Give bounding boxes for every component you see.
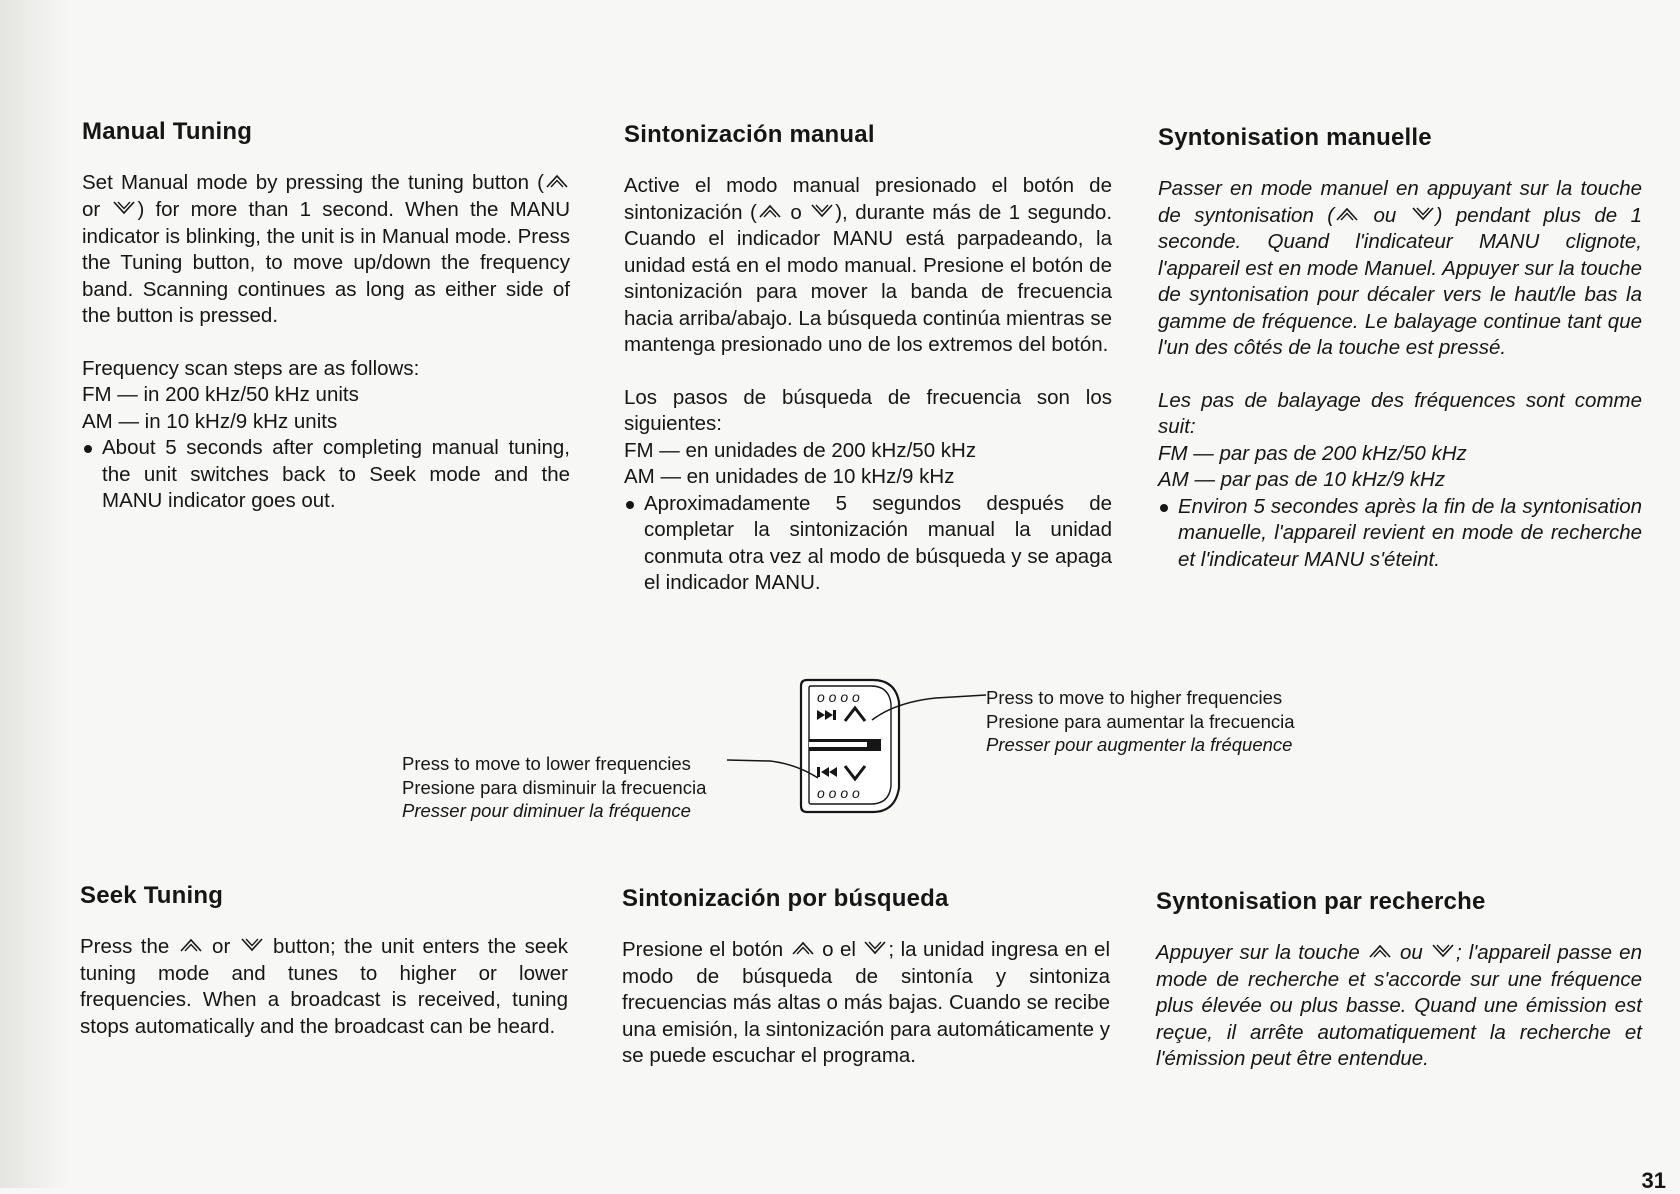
down-chevron-icon [239,934,265,961]
manual-tuning-en-heading: Manual Tuning [82,118,253,145]
up-chevron-icon [178,934,204,961]
up-chevron-icon [790,937,816,964]
manual-tuning-fr-note: Environ 5 secondes après la fin de la syntonisation manuelle, l'appareil revient en mode de recherche et l'indicateur MANU s'éteint. [1158,494,1642,574]
step-fm: FM — en unidades de 200 kHz/50 kHz [624,438,977,462]
caption-lower [402,752,706,823]
manual-tuning-es-paragraph: Active el modo manual presionado el botón de sintonización ( o ), durante más de 1 segundo. Cuando el indicador MANU está parpadeando, la unidad está en el modo manual. Presione el botón de sintonización para mover la banda de frecuencia hacia arriba/abajo. La búsqueda continúa mientras se mantenga presionado uno de los extremos del botón. [624,174,1113,357]
caption-higher-es: Presione para aumentar la frecuencia [986,710,1295,732]
step-fm: FM — par pas de 200 kHz/50 kHz [1158,441,1467,465]
manual-tuning-fr-heading: Syntonisation manuelle [1158,124,1432,151]
step-fm: FM — in 200 kHz/50 kHz units [82,383,359,407]
steps-intro: Los pasos de búsqueda de frecuencia son los siguientes: [624,385,1112,436]
svg-text:o o o o: o o o o [817,689,860,705]
caption-lower-en: Press to move to lower frequencies [402,753,691,774]
caption-higher-fr: Presser pour augmenter la fréquence [986,734,1293,755]
seek-tuning-es [622,885,1110,1070]
caption-lower-es: Presione para disminuir la frecuencia [402,776,707,798]
seek-tuning-en-heading: Seek Tuning [80,882,224,909]
seek-tuning-en-paragraph: Press the or button; the unit enters the seek tuning mode and tunes to higher or lower frequencies. When a broadcast is received, tuning stops automatically and the broadcast can be heard. [80,935,568,1038]
down-chevron-icon [862,937,888,964]
seek-tuning-es-paragraph: Presione el botón o el ; la unidad ingresa en el modo de búsqueda de sintonía y sintoniza frecuencias más altas o más bajas. Cuando se recibe una emisión, la sintonización para automáticamente y se puede escuchar el programa. [622,938,1110,1068]
caption-lower-fr: Presser pour diminuer la fréquence [402,800,691,821]
manual-tuning-en-note: About 5 seconds after completing manual tuning, the unit switches back to Seek mode and the MANU indicator goes out. [82,435,570,515]
manual-tuning-fr-paragraph: Passer en mode manuel en appuyant sur la touche de syntonisation ( ou ) pendant plus de 1 seconde. Quand l'indicateur MANU clignote, l'appareil est en mode Manuel. Appuyer sur la touche de syntonisation pour décaler vers le haut/le bas la gamme de fréquence. Le balayage continue tant que l'un des côtés de la touche est pressé. [1158,177,1642,360]
seek-tuning-fr-paragraph: Appuyer sur la touche ou ; l'appareil passe en mode de recherche et s'accorde sur une fréquence plus élevée ou plus basse. Quand une émission est reçue, il arrête automatiquement la recherche et l'émission peut être entendue. [1156,941,1642,1071]
step-am: AM — en unidades de 10 kHz/9 kHz [624,465,955,489]
caption-higher-en: Press to move to higher frequencies [986,687,1283,708]
up-chevron-icon [1367,940,1393,967]
steps-intro: Les pas de balayage des fréquences sont comme suit: [1158,388,1642,439]
page-number: 31 [1641,1168,1666,1193]
manual-tuning-en-paragraph: Set Manual mode by pressing the tuning button ( or ) for more than 1 second. When the MANU indicator is blinking, the unit is in Manual mode. Press the Tuning button, to move up/down the frequency band. Scanning continues as long as either side of the button is pressed. [82,171,570,328]
manual-tuning-es-heading: Sintonización manual [624,121,875,148]
down-chevron-icon [1430,940,1456,967]
seek-tuning-es-heading: Sintonización por búsqueda [622,885,949,912]
steps-intro: Frequency scan steps are as follows: [82,356,420,380]
seek-tuning-en [80,882,568,1040]
seek-tuning-fr [1156,888,1642,1073]
step-am: AM — in 10 kHz/9 kHz units [82,409,338,433]
step-am: AM — par pas de 10 kHz/9 kHz [1158,468,1446,492]
manual-tuning-es-note: Aproximadamente 5 segundos después de completar la sintonización manual la unidad conmuta otra vez al modo de búsqueda y se apaga el indicador MANU. [624,491,1112,597]
svg-text:o o o o: o o o o [817,785,860,801]
caption-higher [986,686,1295,757]
seek-tuning-fr-heading: Syntonisation par recherche [1156,888,1486,915]
